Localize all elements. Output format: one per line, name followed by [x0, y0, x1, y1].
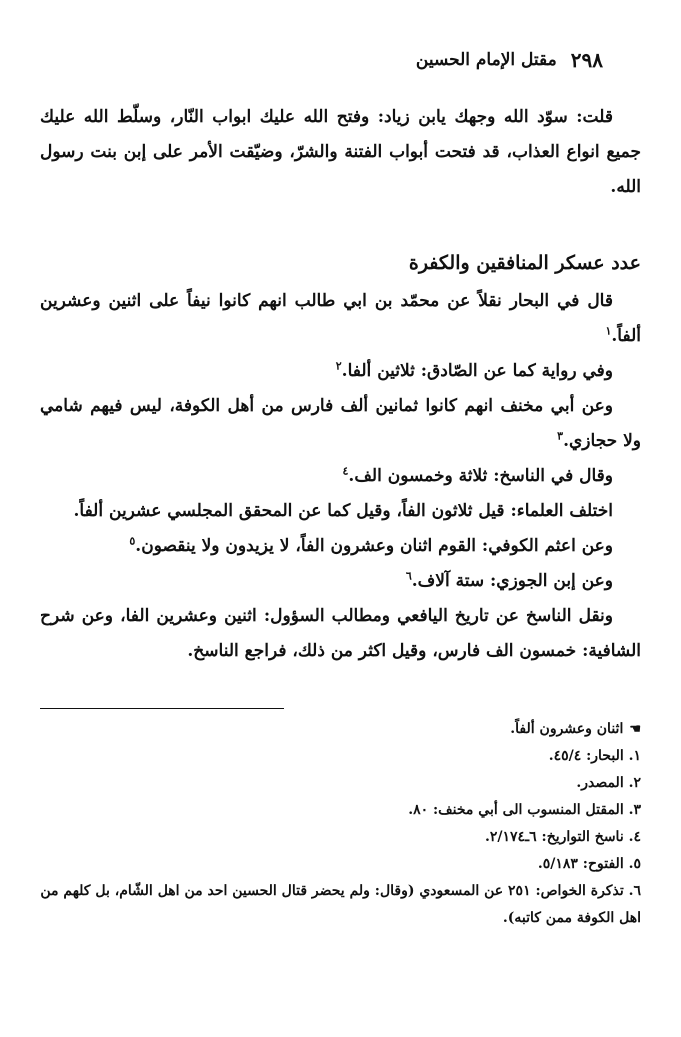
book-title: مقتل الإمام الحسين: [415, 50, 557, 70]
page-number: ٢٩٨: [570, 48, 603, 72]
footnote-item: ٣. المقتل المنسوب الى أبي مخنف: ٨٠.: [408, 802, 641, 818]
footnote-ref[interactable]: ٢: [335, 359, 342, 373]
body-line: ونقل الناسخ عن تاريخ اليافعي ومطالب السؤول: اثنين وعشرين الفا، وعن شرح الشافية: خمسون الف فارس، وقيل اكثر من ذلك، فراجع الناسخ.: [40, 606, 641, 661]
section-heading-block: [40, 248, 641, 278]
body-line: وقال في الناسخ: ثلاثة وخمسون الف.$^٤$: [342, 464, 613, 486]
body-line: وفي رواية كما عن الصّادق: ثلاثين ألفا.$^٢$: [335, 359, 613, 381]
footnote-item: ٤. ناسخ التواريخ: ٦ـ٢/١٧٤.: [484, 829, 641, 845]
footnote-ref[interactable]: ٤: [342, 464, 349, 478]
running-header: [40, 46, 603, 74]
footnote-divider: [40, 708, 284, 709]
opening-paragraph: [40, 100, 641, 205]
footnote-item: ٦. تذكرة الخواص: ٢٥١ عن المسعودي (وقال: ولم يحضر قتال الحسين احد من اهل الشّام، بل كلهم من اهل الكوفة ممن كاتبه).: [40, 883, 641, 926]
body-line: وعن إبن الجوزي: ستة آلاف.$^٦$: [405, 569, 613, 591]
footnote-ref[interactable]: ١: [605, 324, 612, 338]
footnote-ref[interactable]: ٣: [557, 429, 564, 443]
footnote-ref[interactable]: ٥: [129, 534, 136, 548]
body-line: وعن أبي مخنف انهم كانوا ثمانين ألف فارس من أهل الكوفة، ليس فيهم شامي ولا حجازي.$^٣$: [40, 396, 641, 451]
star-footnote: ☚اثنان وعشرون ألفاً.: [36, 716, 641, 743]
footnote-item: ١. البحار: ٤٥/٤.: [548, 748, 641, 764]
body-line: قال في البحار نقلاً عن محمّد بن ابي طالب انهم كانوا نيفاً على اثنين وعشرين ألفاً.$^١$: [40, 291, 641, 346]
hand-pointer-icon: ☚: [629, 722, 641, 737]
paragraph-text: قلت: سوّد الله وجهك يابن زياد: وفتح الله عليك ابواب النّار، وسلّط الله عليك جميع انواع العذاب، قد فتحت أبواب الفتنة والشرّ، وضيّقت الأمر على إبن بنت رسول الله.: [40, 107, 641, 197]
footnote-item: ٢. المصدر.: [576, 775, 641, 791]
footnote-item: ٥. الفتوح: ٥/١٨٣.: [537, 856, 641, 872]
body-line: اختلف العلماء: قيل ثلاثون الفاً، وقيل كما عن المحقق المجلسي عشرين ألفاً.: [73, 501, 613, 521]
body-lines: [40, 284, 641, 669]
body-line: وعن اعثم الكوفي: القوم اثنان وعشرون الفاً، لا يزيدون ولا ينقصون.$^٥$: [129, 534, 613, 556]
section-heading: عدد عسكر المنافقين والكفرة: [408, 252, 641, 274]
footnote-ref[interactable]: ٦: [405, 569, 412, 583]
footnotes: [36, 716, 641, 932]
